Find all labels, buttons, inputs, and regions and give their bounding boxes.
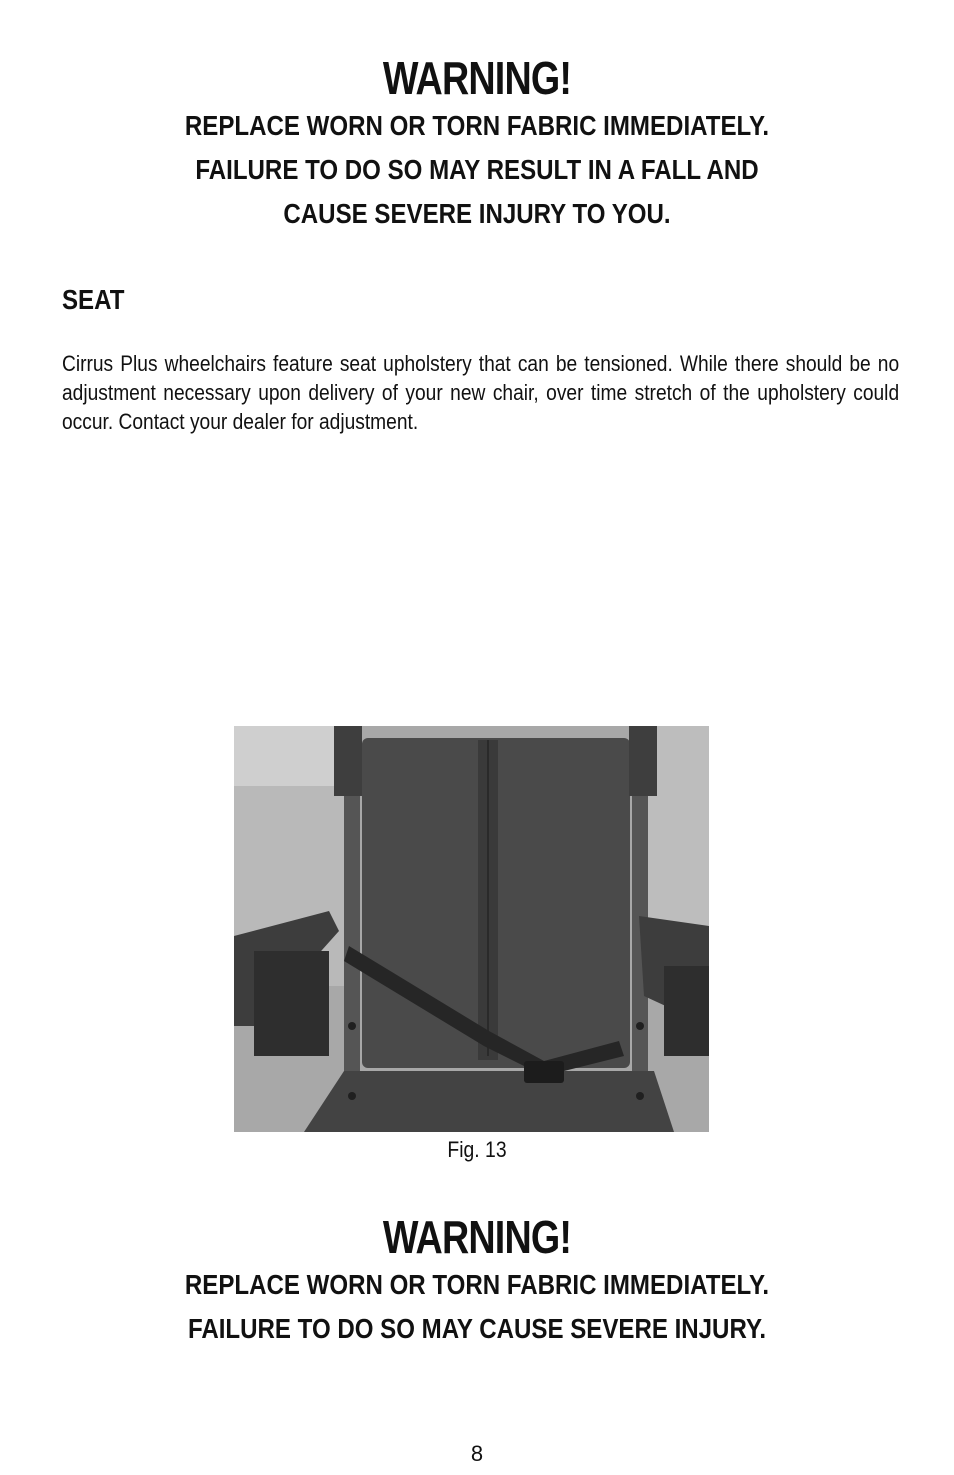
wheelchair-seat-photo [234,726,709,1132]
warning-line: REPLACE WORN OR TORN FABRIC IMMEDIATELY. [184,110,770,141]
section-body: Cirrus Plus wheelchairs feature seat upholstery that can be tensioned. While there should be no adjustment necessary upon delivery of your new chair, over time stretch of the upholstery could occur. Contact your dealer for adjustment. [62,351,900,434]
warning-line: FAILURE TO DO SO MAY CAUSE SEVERE INJURY. [187,1313,767,1344]
warning-line: CAUSE SEVERE INJURY TO YOU. [283,198,671,229]
warning-top [0,52,954,236]
figure-caption: Fig. 13 [447,1137,507,1162]
page-number: 8 [470,1441,484,1466]
warning-line: REPLACE WORN OR TORN FABRIC IMMEDIATELY. [184,1269,770,1300]
warning-bottom [0,1211,954,1351]
section-heading: SEAT [62,284,125,315]
warning-line: FAILURE TO DO SO MAY RESULT IN A FALL AND [195,154,759,185]
warning-title: WARNING! [382,52,572,104]
warning-title: WARNING! [382,1211,572,1263]
